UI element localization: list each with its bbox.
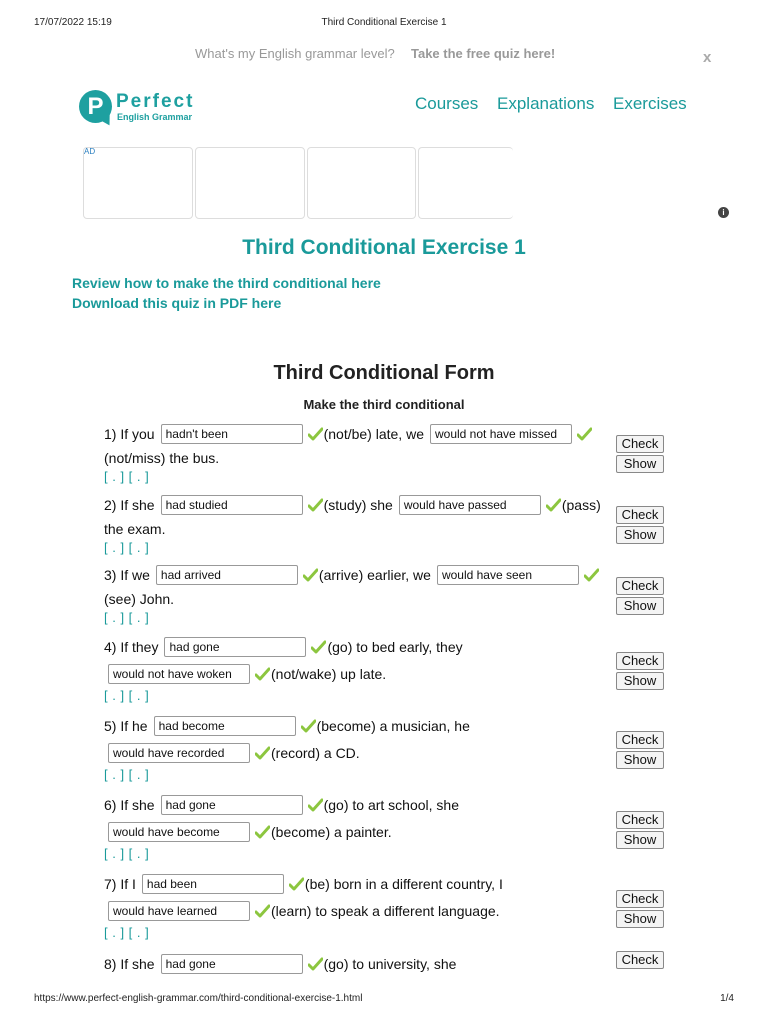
answer-input-4a[interactable]: had gone — [164, 637, 306, 657]
answer-input-3b[interactable]: would have seen — [437, 565, 579, 585]
answer-input-7a[interactable]: had been — [142, 874, 284, 894]
show-button-1[interactable]: Show — [616, 455, 664, 473]
answer-input-3a[interactable]: had arrived — [156, 565, 298, 585]
answer-input-7b[interactable]: would have learned — [108, 901, 250, 921]
ad-slot-4[interactable] — [418, 147, 513, 219]
exercise-2 — [104, 494, 601, 555]
exercise-8 — [104, 953, 456, 975]
prompt-text: (become) a musician, he — [316, 718, 470, 734]
hint-links[interactable]: [ . ] [ . ] — [104, 610, 150, 625]
show-button-3[interactable]: Show — [616, 597, 664, 615]
exercise-5 — [104, 715, 470, 782]
ad-label: AD — [84, 147, 96, 156]
prompt-text: (record) a CD. — [271, 745, 360, 761]
check-mark-icon — [308, 798, 323, 812]
answer-input-1a[interactable]: hadn't been — [161, 424, 303, 444]
exercise-number: 5) If he — [104, 718, 148, 734]
check-mark-icon — [577, 427, 592, 441]
show-button-6[interactable]: Show — [616, 831, 664, 849]
print-date: 17/07/2022 15:19 — [34, 17, 112, 28]
check-mark-icon — [255, 667, 270, 681]
free-quiz-link[interactable]: Take the free quiz here! — [411, 46, 556, 61]
check-mark-icon — [255, 904, 270, 918]
check-mark-icon — [546, 498, 561, 512]
answer-input-2b[interactable]: would have passed — [399, 495, 541, 515]
page-number: 1/4 — [720, 993, 734, 1004]
prompt-text: (not/miss) the bus. — [104, 450, 220, 466]
check-mark-icon — [303, 568, 318, 582]
prompt-text: (study) she — [323, 497, 393, 513]
logo-p-icon: P — [79, 90, 112, 123]
prompt-text: (see) John. — [104, 591, 175, 607]
check-button-6[interactable]: Check — [616, 811, 664, 829]
answer-input-8a[interactable]: had gone — [161, 954, 303, 974]
exercise-number: 2) If she — [104, 497, 155, 513]
prompt-text: (learn) to speak a different language. — [271, 903, 500, 919]
prompt-text: (not/wake) up late. — [271, 666, 387, 682]
page-title: Third Conditional Exercise 1 — [242, 236, 526, 259]
check-mark-icon — [308, 957, 323, 971]
check-mark-icon — [308, 498, 323, 512]
check-mark-icon — [311, 640, 326, 654]
prompt-text: (become) a painter. — [271, 824, 392, 840]
hint-links[interactable]: [ . ] [ . ] — [104, 846, 150, 861]
check-mark-icon — [289, 877, 304, 891]
answer-input-1b[interactable]: would not have missed — [430, 424, 572, 444]
check-button-8[interactable]: Check — [616, 951, 664, 969]
form-title: Third Conditional Form — [273, 362, 495, 384]
answer-input-6b[interactable]: would have become — [108, 822, 250, 842]
show-button-5[interactable]: Show — [616, 751, 664, 769]
exercise-number: 4) If they — [104, 639, 159, 655]
download-pdf-link[interactable]: Download this quiz in PDF here — [72, 295, 282, 311]
check-button-1[interactable]: Check — [616, 435, 664, 453]
print-title: Third Conditional Exercise 1 — [321, 17, 447, 28]
exercise-3 — [104, 564, 600, 625]
info-icon[interactable]: i — [718, 207, 729, 218]
prompt-text: (pass) — [561, 497, 601, 513]
check-mark-icon — [255, 746, 270, 760]
answer-input-4b[interactable]: would not have woken — [108, 664, 250, 684]
prompt-text: (be) born in a different country, I — [304, 876, 503, 892]
exercise-6 — [104, 794, 459, 861]
nav-exercises[interactable]: Exercises — [613, 94, 687, 113]
answer-input-5b[interactable]: would have recorded — [108, 743, 250, 763]
ad-slot-3[interactable] — [307, 147, 416, 219]
answer-input-5a[interactable]: had become — [154, 716, 296, 736]
exercise-1 — [104, 423, 593, 484]
exercise-number: 8) If she — [104, 956, 155, 972]
check-mark-icon — [308, 427, 323, 441]
show-button-4[interactable]: Show — [616, 672, 664, 690]
check-button-7[interactable]: Check — [616, 890, 664, 908]
hint-links[interactable]: [ . ] [ . ] — [104, 767, 150, 782]
prompt-text: (go) to art school, she — [323, 797, 459, 813]
exercise-number: 7) If I — [104, 876, 136, 892]
site-logo[interactable] — [79, 90, 209, 128]
exercise-number: 3) If we — [104, 567, 150, 583]
check-mark-icon — [301, 719, 316, 733]
check-button-5[interactable]: Check — [616, 731, 664, 749]
exercise-7 — [104, 873, 503, 940]
print-url: https://www.perfect-english-grammar.com/third-conditional-exercise-1.html — [34, 993, 363, 1004]
ad-slot-2[interactable] — [195, 147, 305, 219]
answer-input-2a[interactable]: had studied — [161, 495, 303, 515]
form-subtitle: Make the third conditional — [303, 397, 465, 412]
check-button-4[interactable]: Check — [616, 652, 664, 670]
hint-links[interactable]: [ . ] [ . ] — [104, 469, 150, 484]
nav-courses[interactable]: Courses — [415, 94, 479, 113]
answer-input-6a[interactable]: had gone — [161, 795, 303, 815]
ad-slot-1[interactable] — [83, 147, 193, 219]
prompt-text: (go) to university, she — [323, 956, 457, 972]
exercise-4 — [104, 636, 463, 703]
show-button-7[interactable]: Show — [616, 910, 664, 928]
prompt-text: the exam. — [104, 521, 166, 537]
check-button-3[interactable]: Check — [616, 577, 664, 595]
logo-word: Perfect — [116, 91, 195, 112]
prompt-text: (not/be) late, we — [323, 426, 424, 442]
hint-links[interactable]: [ . ] [ . ] — [104, 688, 150, 703]
logo-subtitle: English Grammar — [117, 112, 193, 122]
show-button-2[interactable]: Show — [616, 526, 664, 544]
promo-question: What's my English grammar level? — [195, 46, 395, 61]
prompt-text: (arrive) earlier, we — [318, 567, 431, 583]
check-mark-icon — [584, 568, 599, 582]
check-button-2[interactable]: Check — [616, 506, 664, 524]
nav-explanations[interactable]: Explanations — [497, 94, 595, 113]
hint-links[interactable]: [ . ] [ . ] — [104, 540, 150, 555]
close-icon[interactable]: x — [703, 49, 712, 66]
prompt-text: (go) to bed early, they — [327, 639, 463, 655]
hint-links[interactable]: [ . ] [ . ] — [104, 925, 150, 940]
exercise-number: 1) If you — [104, 426, 155, 442]
review-link[interactable]: Review how to make the third conditional here — [72, 275, 381, 291]
check-mark-icon — [255, 825, 270, 839]
exercise-number: 6) If she — [104, 797, 155, 813]
